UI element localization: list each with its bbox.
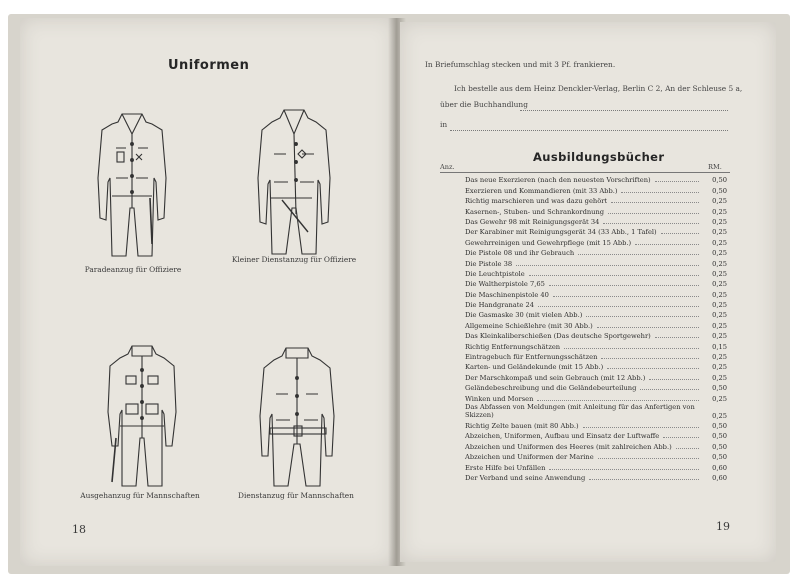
book-title: Das Abfassen von Meldungen (mit Anleitung für das Anfertigen von Skizzen) [465, 403, 695, 419]
book-price: 0,60 [712, 473, 727, 482]
order-publisher-line: Ich bestelle aus dem Heinz Denckler-Verlag, Berlin C 2, An der Schleuse 5 a, [454, 84, 743, 93]
book-price: 0,25 [712, 373, 727, 382]
book-title: Der Marschkompaß und sein Gebrauch (mit 12 Abb.) [465, 373, 646, 382]
uniform-illustration-service-officer [252, 104, 336, 256]
book-title: Die Maschinenpistole 40 [465, 290, 549, 299]
book-list-item [465, 268, 727, 278]
book-title: Die Waltherpistole 7,65 [465, 280, 545, 289]
book-list-item [465, 257, 727, 267]
dot-leader [564, 348, 699, 349]
uniform-illustration-walking-out-enlisted [102, 342, 182, 488]
book-title: Geländebeschreibung und die Geländebeurteilung [465, 384, 637, 393]
book-list-item [465, 174, 727, 184]
book-list-item [465, 247, 727, 257]
dot-leader [676, 448, 699, 449]
book-price: 0,50 [712, 421, 727, 430]
book-list-item [465, 184, 727, 194]
dot-leader [640, 389, 699, 390]
book-price: 0,25 [712, 269, 727, 278]
dot-leader [655, 181, 699, 182]
book-title: Richtig Zelte bauen (mit 80 Abb.) [465, 421, 579, 430]
book-list-item [465, 195, 727, 205]
book-price: 0,25 [712, 332, 727, 341]
dot-leader [529, 275, 699, 276]
book-title: Die Pistole 38 [465, 259, 513, 268]
book-price: 0,60 [712, 463, 727, 472]
book-list-item [465, 226, 727, 236]
book-list-item [465, 392, 727, 402]
book-list-item [465, 461, 727, 471]
book-list-item [465, 451, 727, 461]
dot-leader [553, 296, 699, 297]
location-fill-line [450, 130, 728, 131]
book-title: Die Gasmaske 30 (mit vielen Abb.) [465, 311, 583, 320]
book-price: 0,50 [712, 176, 727, 185]
dot-leader [516, 265, 699, 266]
order-bookshop-label: über die Buchhandlung [440, 100, 528, 109]
dot-leader [601, 358, 699, 359]
book-price: 0,25 [712, 228, 727, 237]
book-title: Der Verband und seine Anwendung [465, 473, 586, 482]
right-page-number: 19 [716, 520, 730, 533]
book-price: 0,25 [712, 280, 727, 289]
book-price: 0,25 [712, 363, 727, 372]
book-title: Abzeichen und Uniformen der Marine [465, 453, 594, 462]
book-list-item [465, 340, 727, 350]
book-price: 0,25 [712, 353, 727, 362]
dot-leader [549, 285, 699, 286]
column-head-quantity: Anz. [440, 163, 455, 171]
book-title: Gewehrreinigen und Gewehrpflege (mit 15 Abb.) [465, 238, 632, 247]
book-title: Richtig marschieren und was dazu gehört [465, 197, 608, 206]
dot-leader [598, 458, 699, 459]
book-title: Eintragebuch für Entfernungsschätzen [465, 353, 598, 362]
book-title: Allgemeine Schießlehre (mit 30 Abb.) [465, 321, 593, 330]
book-price: 0,25 [712, 238, 727, 247]
left-page-title: Uniformen [168, 58, 250, 73]
book-list-item [465, 430, 727, 440]
book-list-item [465, 299, 727, 309]
dot-leader [589, 479, 699, 480]
left-page-number: 18 [72, 523, 86, 536]
book-list-item [465, 472, 727, 482]
book-list-item [465, 351, 727, 361]
book-price: 0,25 [712, 197, 727, 206]
book-title: Das neue Exerzieren (nach den neuesten Vorschriften) [465, 176, 651, 185]
dot-leader [597, 327, 699, 328]
book-list-item [465, 278, 727, 288]
book-price: 0,50 [712, 432, 727, 441]
book-price: 0,25 [712, 217, 727, 226]
book-list-item [465, 371, 727, 381]
dot-leader [538, 306, 699, 307]
dot-leader [578, 254, 699, 255]
book-list-item [465, 361, 727, 371]
book-list-item [465, 403, 727, 420]
book-title: Das Kleinkaliberschießen (Das deutsche Sportgewehr) [465, 332, 651, 341]
book-list-item [465, 382, 727, 392]
book-title: Exerzieren und Kommandieren (mit 33 Abb.) [465, 186, 618, 195]
caption-service-enlisted: Dienstanzug für Mannschaften [238, 491, 354, 500]
book-title: Karten- und Geländekunde (mit 15 Abb.) [465, 363, 604, 372]
book-price: 0,25 [712, 249, 727, 258]
dot-leader [661, 233, 699, 234]
book-list-item [465, 330, 727, 340]
book-title: Das Gewehr 98 mit Reinigungsgerät 34 [465, 217, 600, 226]
dot-leader [611, 202, 699, 203]
dot-leader [603, 223, 699, 224]
book-price: 0,50 [712, 384, 727, 393]
book-price: 0,25 [712, 259, 727, 268]
column-head-price: RM. [708, 163, 722, 171]
book-title: Abzeichen, Uniformen, Aufbau und Einsatz der Luftwaffe [465, 432, 660, 441]
uniform-illustration-parade-officer [92, 108, 172, 258]
header-rule [440, 172, 730, 173]
book-title: Abzeichen und Uniformen des Heeres (mit zahlreichen Abb.) [465, 442, 672, 451]
dot-leader [655, 337, 699, 338]
uniform-illustration-service-enlisted [254, 344, 340, 488]
book-title: Die Pistole 08 und ihr Gebrauch [465, 249, 575, 258]
book-list-item [465, 319, 727, 329]
book-price: 0,25 [712, 321, 727, 330]
dot-leader [583, 427, 699, 428]
book-list-title: Ausbildungsbücher [533, 150, 665, 164]
dot-leader [608, 213, 699, 214]
book-title: Der Karabiner mit Reinigungsgerät 34 (33 Abb., 1 Tafel) [465, 228, 657, 237]
dot-leader [621, 192, 699, 193]
book-price: 0,15 [712, 342, 727, 351]
book-title: Die Leuchtpistole [465, 269, 525, 278]
caption-parade-officer: Paradeanzug für Offiziere [84, 265, 182, 274]
dot-leader [607, 368, 699, 369]
dot-leader [663, 437, 699, 438]
book-title: Kasernen-, Stuben- und Schrankordnung [465, 207, 605, 216]
book-price: 0,50 [712, 442, 727, 451]
bookshop-fill-line [520, 110, 728, 111]
book-list-item [465, 309, 727, 319]
book-price: 0,50 [712, 453, 727, 462]
dot-leader [586, 316, 699, 317]
book-list-item [465, 420, 727, 430]
book-list-item [465, 236, 727, 246]
dot-leader [649, 379, 699, 380]
book-price: 0,25 [712, 290, 727, 299]
caption-walking-out-enlisted: Ausgehanzug für Mannschaften [80, 491, 200, 500]
dot-leader [537, 400, 699, 401]
book-list-item [465, 288, 727, 298]
order-location-label: in [440, 120, 448, 129]
book-list-item [465, 216, 727, 226]
book-price: 0,50 [712, 186, 727, 195]
book-list-item [465, 440, 727, 450]
book-title: Erste Hilfe bei Unfällen [465, 463, 546, 472]
book-list [465, 174, 727, 482]
dot-leader [635, 244, 699, 245]
book-list-item [465, 205, 727, 215]
book-price: 0,25 [712, 207, 727, 216]
book-price: 0,25 [712, 301, 727, 310]
book-price: 0,25 [712, 311, 727, 320]
book-price: 0,25 [712, 394, 727, 403]
order-instruction-line: In Briefumschlag stecken und mit 3 Pf. frankieren. [425, 60, 616, 69]
book-title: Winken und Morsen [465, 394, 534, 403]
book-title: Die Handgranate 24 [465, 301, 535, 310]
dot-leader [549, 469, 699, 470]
caption-service-officer: Kleiner Dienstanzug für Offiziere [231, 255, 357, 264]
book-title: Richtig Entfernungschätzen [465, 342, 561, 351]
book-price: 0,25 [712, 411, 727, 420]
